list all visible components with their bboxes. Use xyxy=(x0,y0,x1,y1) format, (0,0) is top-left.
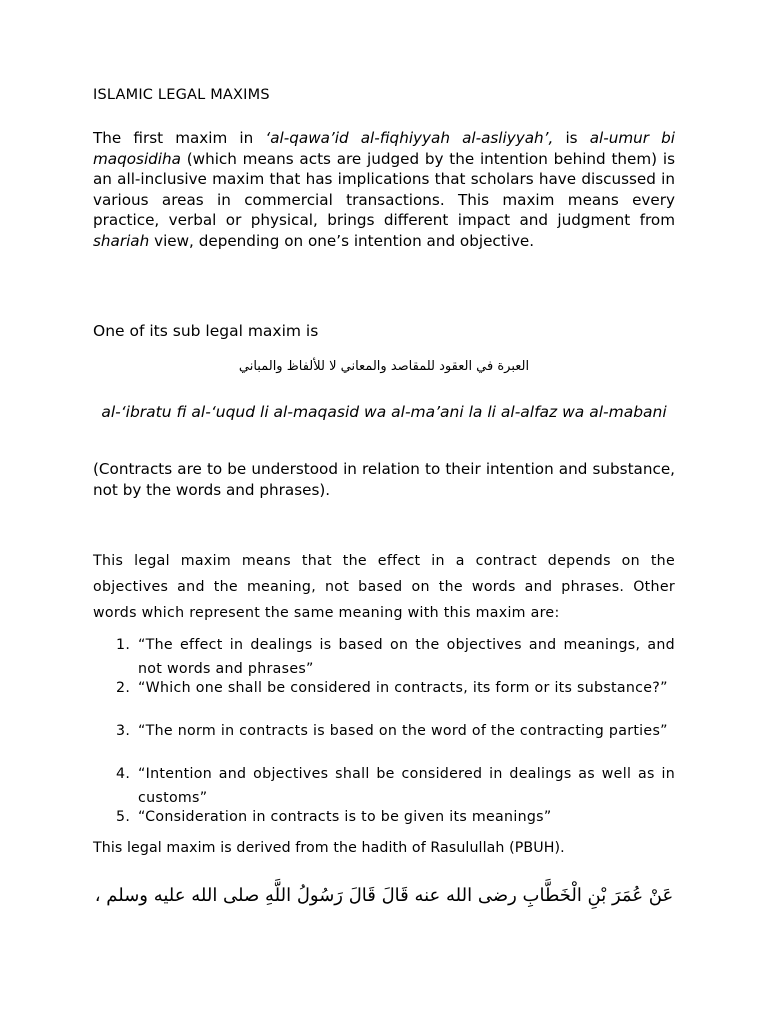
list-item-text: “Consideration in contracts is to be given its meanings” xyxy=(138,809,552,825)
list-number: 4. xyxy=(116,766,131,782)
intro-italic-shariah: shariah xyxy=(93,231,150,250)
list-number: 5. xyxy=(116,809,131,825)
list-item-text: “The norm in contracts is based on the word of the contracting parties” xyxy=(138,723,668,739)
list-number: 1. xyxy=(116,637,131,653)
hadith-source-note: This legal maxim is derived from the hadith of Rasulullah (PBUH). xyxy=(93,840,565,856)
document-title: ISLAMIC LEGAL MAXIMS xyxy=(93,87,270,103)
equivalent-maxims-list xyxy=(93,634,675,829)
intro-text: is xyxy=(553,129,590,147)
list-item xyxy=(93,806,675,829)
intro-italic-term: ‘al-qawa’id al-fiqhiyyah al-asliyyah’, xyxy=(265,129,554,147)
sub-maxim-intro: One of its sub legal maxim is xyxy=(93,322,319,340)
list-item xyxy=(93,720,675,763)
arabic-maxim: العبرة في العقود للمقاصد والمعاني لا للألفاظ والمباني xyxy=(238,359,530,374)
list-item-text: “Which one shall be considered in contracts, its form or its substance?” xyxy=(138,680,668,696)
intro-text: The first maxim in xyxy=(93,129,266,147)
transliteration: al-‘ibratu fi al-‘uqud li al-maqasid wa al-ma’ani la li al-alfaz wa al-mabani xyxy=(101,403,667,421)
arabic-hadith: عَنْ عُمَرَ بْنِ الْخَطَّابِ رضى الله عنه قَالَ قَالَ رَسُولُ اللَّهِ صلى الله عليه وسلم ، xyxy=(94,885,674,906)
list-item xyxy=(93,763,675,806)
intro-text: view, depending on one’s intention and objective. xyxy=(149,231,535,250)
list-number: 3. xyxy=(116,723,131,739)
intro-text: (which means acts are judged by the intention behind them) is an all-inclusive maxim that has implications that scholars have discussed in various areas in commercial transactions. This maxim means every practice, verbal or physical, brings different impact and judgment from xyxy=(93,149,675,230)
intro-paragraph xyxy=(93,128,675,252)
explanation-paragraph: This legal maxim means that the effect in a contract depends on the objectives and the meaning, not based on the words and phrases. Other words which represent the same meaning with this maxim are: xyxy=(93,553,675,621)
list-item-text: “The effect in dealings is based on the objectives and meanings, and not words and phrases” xyxy=(138,637,675,677)
translation: (Contracts are to be understood in relation to their intention and substance, not by the words and phrases). xyxy=(93,460,675,499)
list-number: 2. xyxy=(116,680,131,696)
list-item xyxy=(93,634,675,677)
list-item-text: “Intention and objectives shall be considered in dealings as well as in customs” xyxy=(138,766,675,806)
list-item xyxy=(93,677,675,720)
intro-italic-maxim: al-umur bi maqosidiha xyxy=(93,129,676,168)
